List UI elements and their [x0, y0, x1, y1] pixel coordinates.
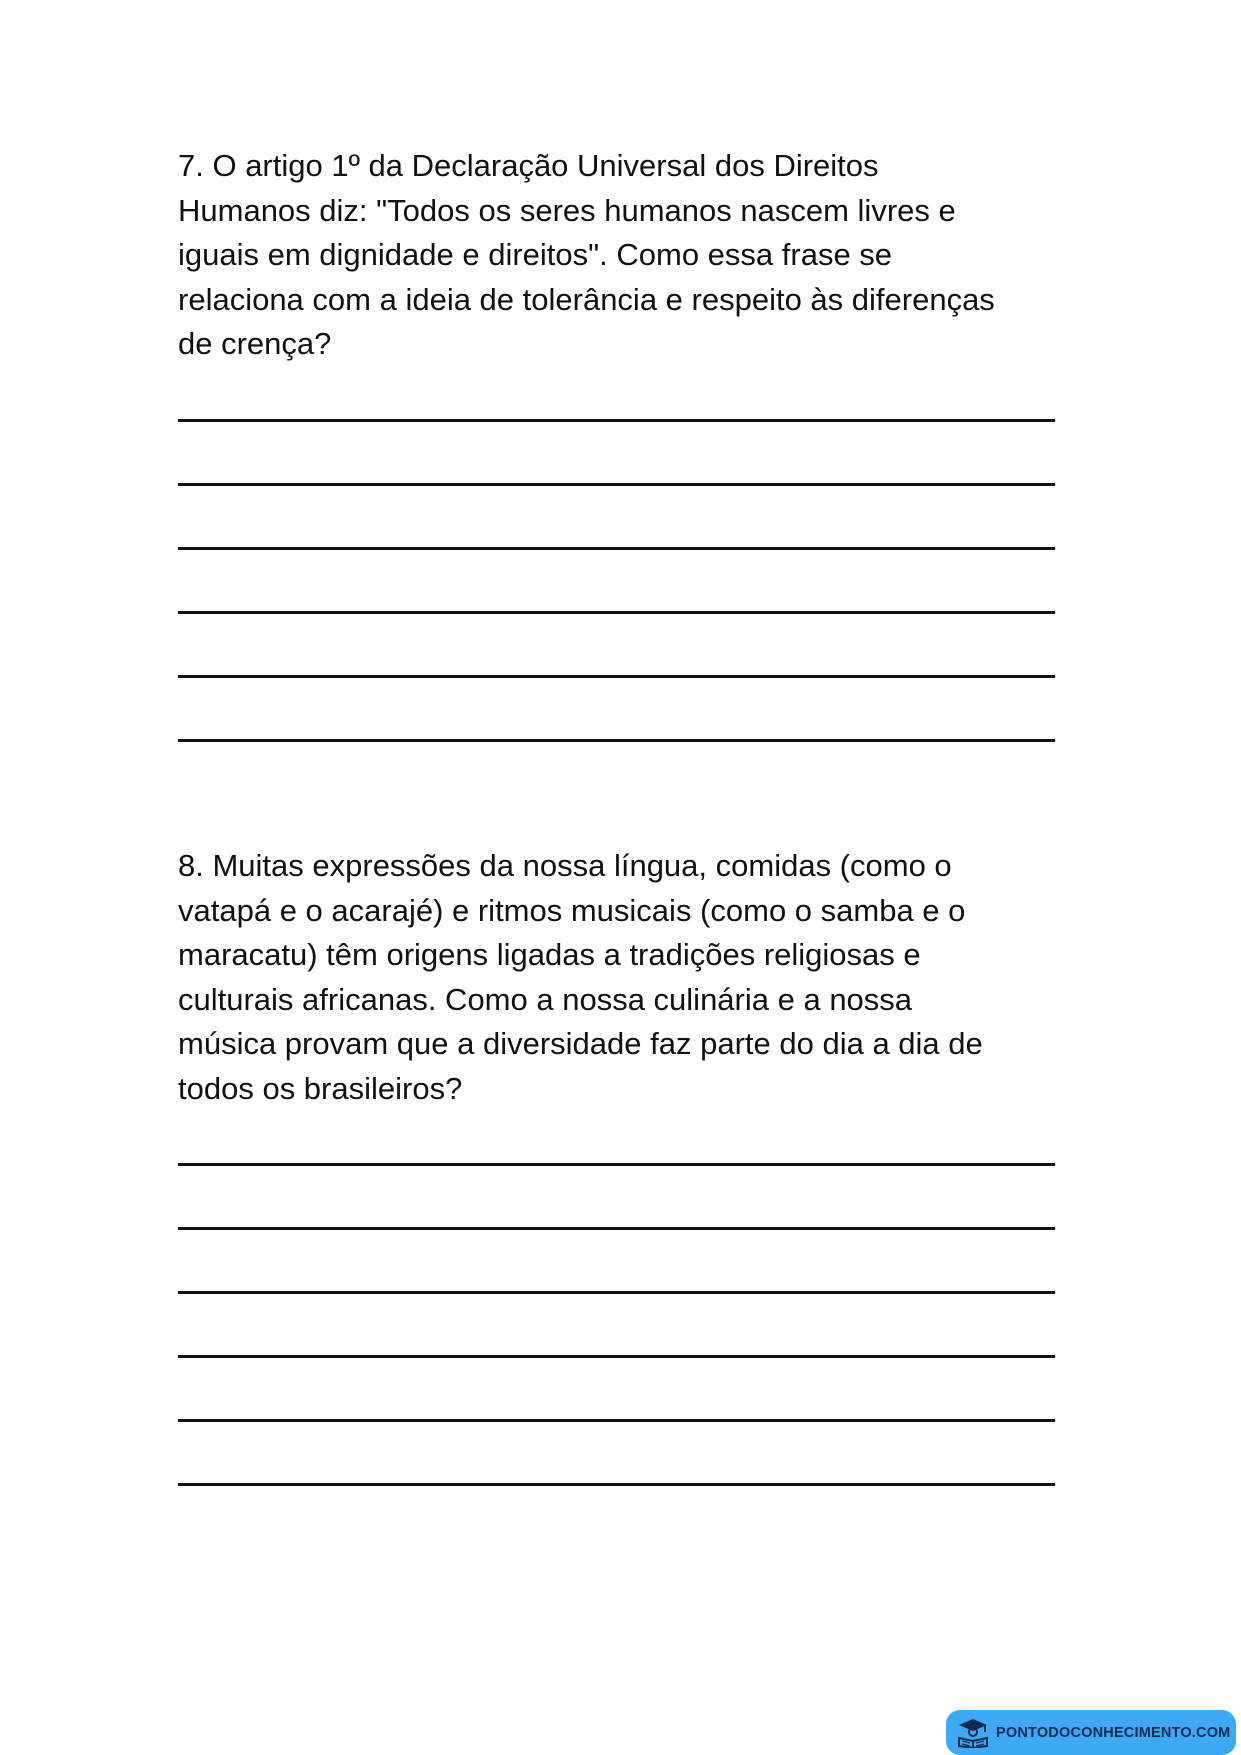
answer-line[interactable] [178, 1483, 1055, 1486]
answer-line[interactable] [178, 1163, 1055, 1166]
question-7-line: iguais em dignidade e direitos". Como essa frase se [178, 237, 893, 272]
reading-student-icon [956, 1718, 990, 1748]
answer-line[interactable] [178, 1291, 1055, 1294]
answer-line[interactable] [178, 1355, 1055, 1358]
question-7-line: Humanos diz: "Todos os seres humanos nascem livres e [178, 192, 956, 228]
question-7-line: 7. O artigo 1º da Declaração Universal dos Direitos [178, 148, 879, 183]
answer-line[interactable] [178, 675, 1055, 678]
answer-line[interactable] [178, 611, 1055, 614]
answer-line[interactable] [178, 739, 1055, 742]
answer-line[interactable] [178, 483, 1055, 486]
question-7 [178, 144, 1078, 367]
answer-line[interactable] [178, 1227, 1055, 1230]
question-8-line: música provam que a diversidade faz parte do dia a dia de [178, 1026, 983, 1061]
question-8-line: vatapá e o acarajé) e ritmos musicais (como o samba e o [178, 892, 966, 928]
question-8-line: todos os brasileiros? [178, 1070, 463, 1106]
site-logo[interactable] [946, 1710, 1236, 1755]
question-8 [178, 844, 1078, 1111]
question-7-line: relaciona com a ideia de tolerância e respeito às diferenças [178, 281, 995, 317]
answer-line[interactable] [178, 1419, 1055, 1422]
logo-text: PONTODOCONHECIMENTO.COM [996, 1724, 1231, 1741]
question-8-line: maracatu) têm origens ligadas a tradições religiosas e [178, 937, 921, 972]
answer-line[interactable] [178, 419, 1055, 422]
question-7-line: de crença? [178, 326, 332, 361]
question-8-line: 8. Muitas expressões da nossa língua, comidas (como o [178, 848, 952, 883]
answer-line[interactable] [178, 547, 1055, 550]
question-8-line: culturais africanas. Como a nossa culinária e a nossa [178, 981, 913, 1017]
